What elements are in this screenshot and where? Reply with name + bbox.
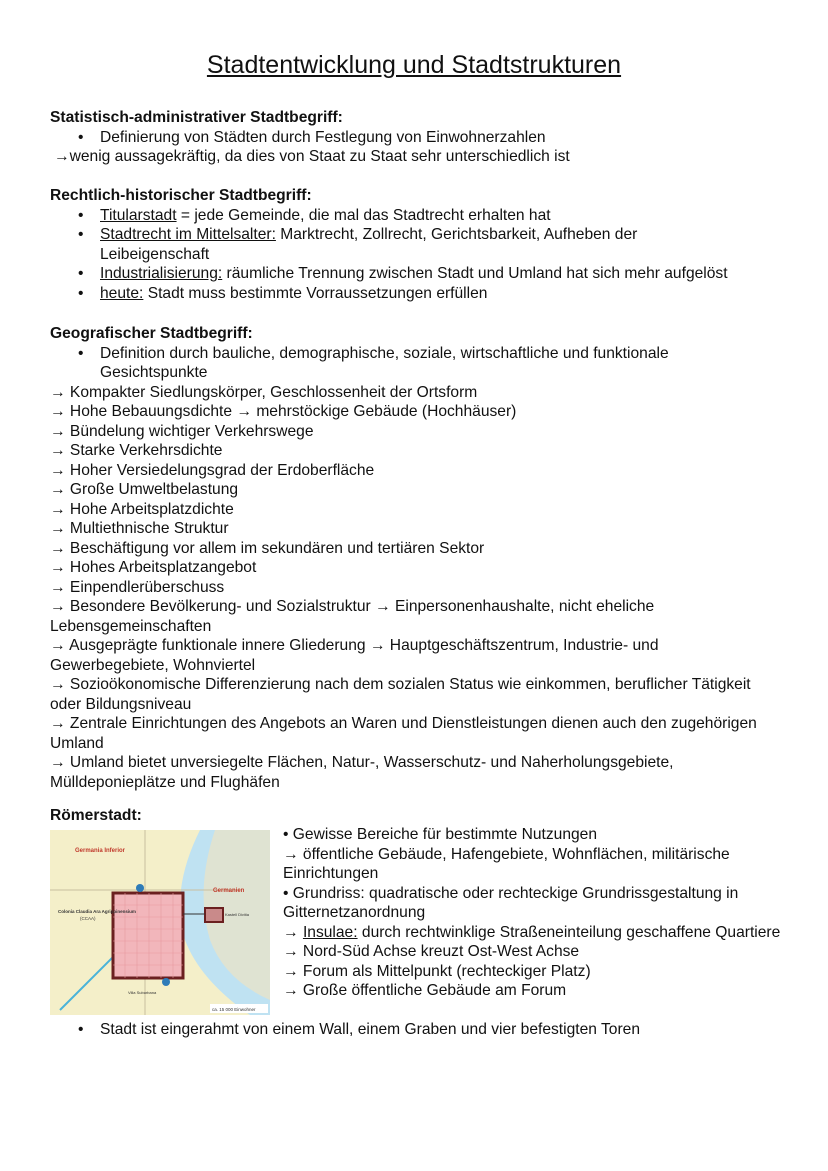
term: Insulae: [302,923,358,941]
term: heute: [100,284,144,302]
bullet-item: • Stadt ist eingerahmt von einem Wall, einem Graben und vier befestigten Toren [50,1020,790,1040]
section-geographic [50,324,780,792]
text: = jede Gemeinde, die mal das Stadtrecht erhalten hat [176,206,551,224]
map-label-fort: Kastell Divitia [225,912,250,917]
note-line: → Nord-Süd Achse kreuzt Ost-West Achse [283,943,580,960]
section-roman-city [50,806,790,826]
term: Titularstadt [100,206,177,224]
bullet-item: • Definition durch bauliche, demographische, soziale, wirtschaftliche und funktionale Gesichtspunkte [50,344,720,383]
text: räumliche Trennung zwischen Stadt und Umland hat sich mehr aufgelöst [222,265,728,282]
text: Marktrecht, Zollrecht, Gerichtsbarkeit, Aufheben der Leibeigenschaft [100,226,638,263]
arrow-line: → Hohes Arbeitsplatzangebot [50,559,257,576]
arrow: → [283,923,303,941]
map-label-abbr: (CCAA) [80,916,96,921]
arrow-line: → Hohe Arbeitsplatzdichte [50,500,234,518]
arrow-line: → Kompakter Siedlungskörper, Geschlossenheit der Ortsform [50,383,478,401]
note-line: • Grundriss: quadratische oder rechteckige Grundrissgestaltung in Gitternetzanordnung [283,884,739,921]
note-line [283,923,793,943]
bullet-item [50,264,790,284]
note-line: → Große öffentliche Gebäude am Forum [283,982,567,999]
arrow-line: → Starke Verkehrsdichte [50,442,223,459]
term: Stadtrecht im Mittelsalter: [100,226,276,243]
map-label-population: ca. 15 000 Einwohner [212,1007,256,1012]
map-label-east: Germanien [213,888,245,894]
bullet-item [50,206,790,226]
bullet-item: • Definierung von Städten durch Festlegung von Einwohnerzahlen [50,128,790,148]
arrow-line: →wenig aussagekräftig, da dies von Staat zu Staat sehr unterschiedlich ist [54,148,570,165]
section-legal-historical [50,186,790,303]
section-heading: Rechtlich-historischer Stadtbegriff: [50,187,312,204]
page-title: Stadtentwicklung und Stadtstrukturen [206,51,622,79]
text: Stadt muss bestimmte Vorraussetzungen erfüllen [143,284,488,302]
arrow-line: → Bündelung wichtiger Verkehrswege [50,422,314,440]
section-heading: Statistisch-administrativer Stadtbegriff: [50,109,343,126]
arrow-line: → Beschäftigung vor allem im sekundären und tertiären Sektor [50,539,485,557]
bullet-item [50,225,710,264]
roman-city-map [50,830,270,1015]
arrow-line: → Hohe Bebauungsdichte → mehrstöckige Gebäude (Hochhäuser) [50,403,517,420]
arrow-line: → Ausgeprägte funktionale innere Gliederung → Hauptgeschäftszentrum, Industrie- und Gewerbegebiete, Wohnviertel [50,637,659,674]
bullet-item [50,284,790,304]
map-label-city: Colonia Claudia Ara Agrippinensium [58,909,136,914]
arrow-line: → Große Umweltbelastung [50,481,239,498]
section-heading: Geografischer Stadtbegriff: [50,325,253,342]
note-line: → Forum als Mittelpunkt (rechteckiger Platz) [283,962,591,980]
section-statistical [50,108,790,167]
arrow-line: → Multiethnische Struktur [50,520,229,537]
arrow-line: → Zentrale Einrichtungen des Angebots an Waren und Dienstleistungen dienen auch den zugehörigen Umland [50,715,757,752]
note-line: → öffentliche Gebäude, Hafengebiete, Wohnflächen, militärische Einrichtungen [283,845,730,882]
text: durch rechtwinklige Straßeneinteilung geschaffene Quartiere [357,923,781,941]
arrow-line: → Besondere Bevölkerung- und Sozialstruktur → Einpersonenhaushalte, nicht eheliche Lebensgemeinschaften [50,598,655,635]
arrow-line: → Sozioökonomische Differenzierung nach dem sozialen Status wie einkommen, beruflicher Tätigkeit oder Bildungsniveau [50,676,751,713]
roman-city-notes [283,825,793,1001]
arrow-line: → Hoher Versiedelungsgrad der Erdoberfläche [50,461,375,479]
roman-city-final [50,1020,790,1040]
map-label-west: Germania Inferior [75,848,126,854]
map-label-villa: Villa Suburbana [128,990,157,995]
arrow-line: → Einpendlerüberschuss [50,578,225,596]
section-heading: Römerstadt: [50,807,142,824]
arrow-line: → Umland bietet unversiegelte Flächen, Natur-, Wasserschutz- und Naherholungsgebiete, Mülldeponieplätze und Flughäfen [50,754,674,791]
term: Industrialisierung: [100,265,223,282]
note-line: • Gewisse Bereiche für bestimmte Nutzungen [283,826,598,843]
